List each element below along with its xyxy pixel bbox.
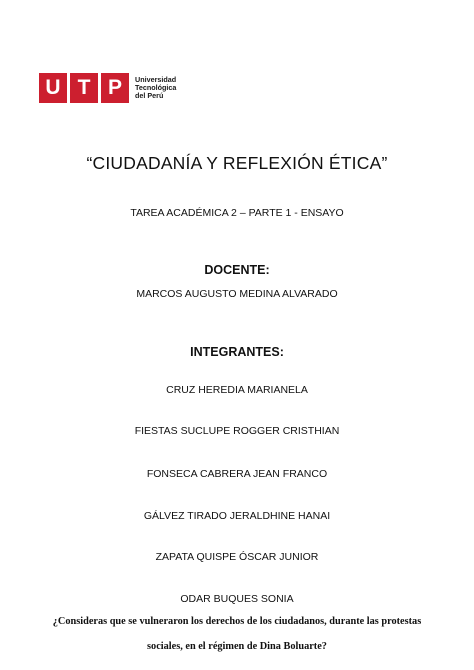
member-name: FIESTAS SUCLUPE ROGGER CRISTHIAN [134,425,340,437]
member-name: GÁLVEZ TIRADO JERALDHINE HANAI [143,510,331,522]
logo-name-line-3: del Perú [135,91,164,100]
member-name: CRUZ HEREDIA MARIANELA [166,384,308,396]
docente-name: MARCOS AUGUSTO MEDINA ALVARADO [136,288,338,300]
document-subtitle: TAREA ACADÉMICA 2 – PARTE 1 - ENSAYO [130,207,344,219]
logo-letter-u: U [39,73,67,103]
utp-logo [39,73,176,103]
logo-university-name [135,76,176,100]
member-name: ODAR BUQUES SONIA [180,593,294,605]
logo-name-line-1: Universidad [135,75,177,84]
member-name: FONSECA CABRERA JEAN FRANCO [146,468,328,480]
docente-label: DOCENTE: [204,263,270,277]
essay-question: ¿Consideras que se vulneraron los derechos de los ciudadanos, durante las protestas sociales, en el régimen de Dina Boluarte? [52,616,422,652]
integrantes-label: INTEGRANTES: [190,345,284,359]
document-title: “CIUDADANÍA Y REFLEXIÓN ÉTICA” [86,153,388,173]
logo-letter-p: P [101,73,129,103]
logo-name-line-2: Tecnológica [135,83,177,92]
logo-letter-t: T [70,73,98,103]
member-name: ZAPATA QUISPE ÓSCAR JUNIOR [155,551,319,563]
